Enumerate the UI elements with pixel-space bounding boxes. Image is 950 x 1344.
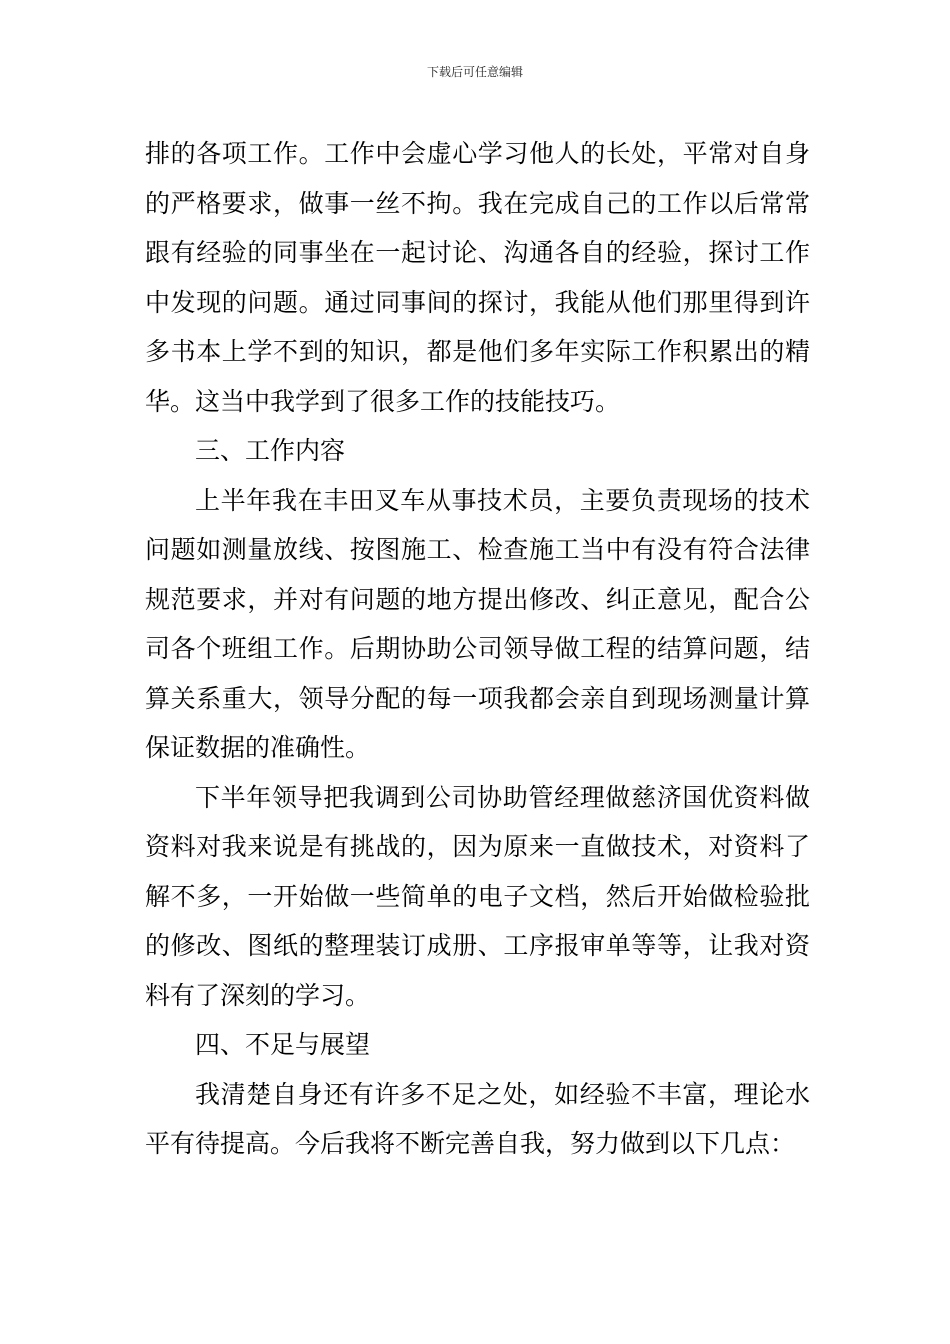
paragraph-first-half-year: 上半年我在丰田叉车从事技术员，主要负责现场的技术问题如测量放线、按图施工、检查施工当中有没有符合法律规范要求，并对有问题的地方提出修改、纠正意见，配合公司各个班组工作。后期协助公司领导做工程的结算问题，结算关系重大，领导分配的每一项我都会亲自到现场测量计算保证数据的准确性。 (145, 485, 810, 762)
document-body (145, 129, 810, 1169)
paragraph-continuation: 排的各项工作。工作中会虚心学习他人的长处，平常对自身的严格要求，做事一丝不拘。我在完成自己的工作以后常常跟有经验的同事坐在一起讨论、沟通各自的经验，探讨工作中发现的问题。通过同事间的探讨，我能从他们那里得到许多书本上学不到的知识，都是他们多年实际工作积累出的精华。这当中我学到了很多工作的技能技巧。 (145, 139, 810, 416)
paragraph-shortcomings: 我清楚自身还有许多不足之处，如经验不丰富，理论水平有待提高。今后我将不断完善自我，努力做到以下几点： (145, 1079, 810, 1158)
section-heading-shortcomings: 四、不足与展望 (195, 1030, 371, 1059)
page-header: 下载后可任意编辑 (426, 65, 523, 79)
paragraph-second-half-year: 下半年领导把我调到公司协助管经理做慈济国优资料做资料对我来说是有挑战的，因为原来一直做技术，对资料了解不多，一开始做一些简单的电子文档，然后开始做检验批的修改、图纸的整理装订成册、工序报审单等等，让我对资料有了深刻的学习。 (145, 782, 810, 1010)
section-heading-work-content: 三、工作内容 (195, 436, 346, 465)
